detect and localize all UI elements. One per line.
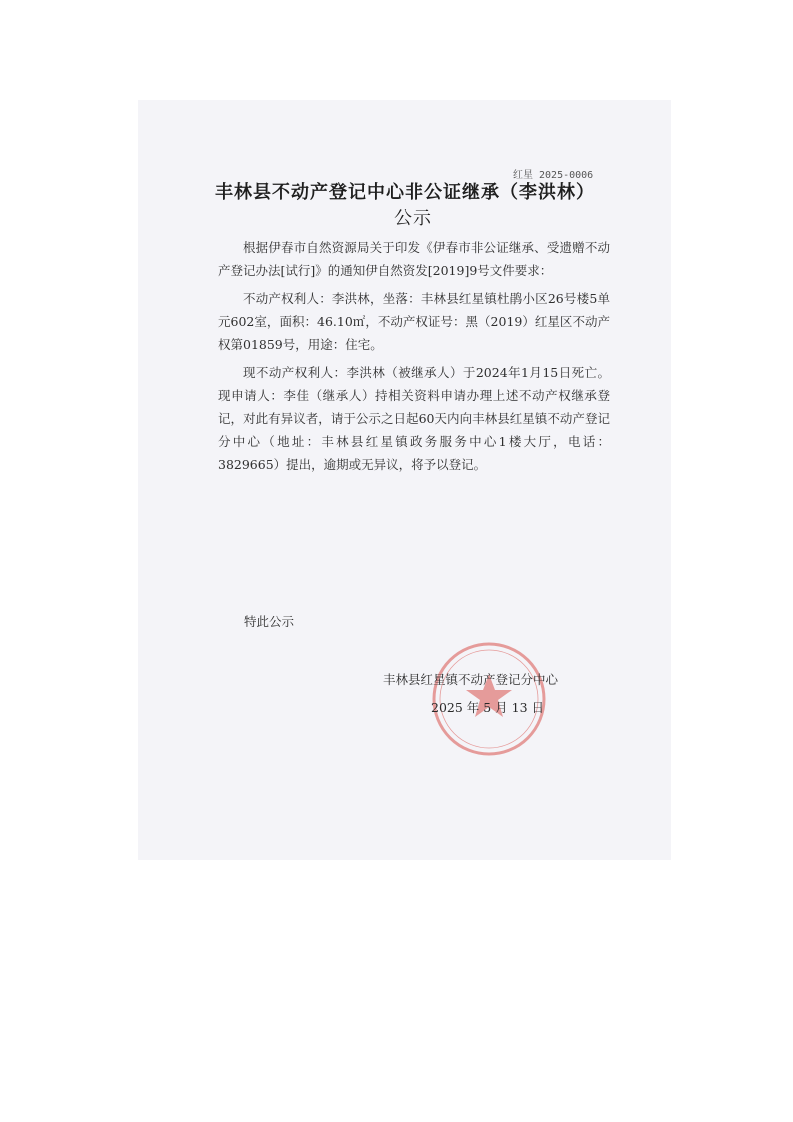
signature-organization: 丰林县红星镇不动产登记分中心 [383,672,559,687]
title-line-1: 丰林县不动产登记中心非公证继承（李洪林） [215,182,595,203]
paragraph-property: 不动产权利人：李洪林，坐落：丰林县红星镇杜鹃小区26号楼5单元602室，面积：46.10㎡，不动产权证号：黑（2019）红星区不动产权第01859号，用途：住宅。 [218,291,610,352]
document-body [218,236,610,481]
signature-date: 2025 年 5 月 13 日 [431,700,545,715]
closing-text: 特此公示 [244,614,295,629]
paragraph-intro: 根据伊春市自然资源局关于印发《伊春市非公证继承、受遗赠不动产登记办法[试行]》的通知伊自然资发[2019]9号文件要求： [218,240,610,278]
document-number: 红星 2025-0006 [513,170,594,181]
paragraph-notice: 现不动产权利人：李洪林（被继承人）于2024年1月15日死亡。现申请人：李佳（继承人）持相关资料申请办理上述不动产权继承登记，对此有异议者，请于公示之日起60天内向丰林县红星镇不动产登记分中心（地址：丰林县红星镇政务服务中心1楼大厅，电话：3829665）提出，逾期或无异议，将予以登记。 [218,365,610,472]
title-line-2: 公示 [394,208,432,229]
document-title [215,180,611,232]
